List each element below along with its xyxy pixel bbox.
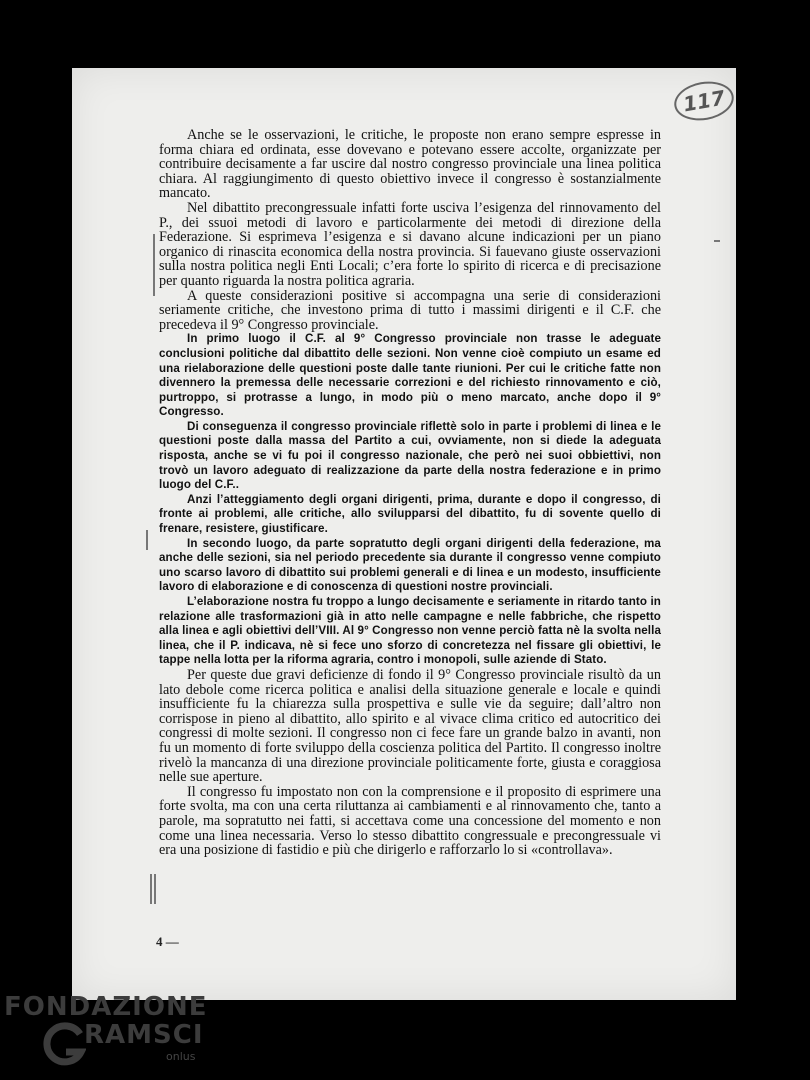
margin-mark-5 <box>714 240 720 242</box>
logo-text-line2: RAMSCI <box>84 1020 204 1050</box>
paragraph: In primo luogo il C.F. al 9° Congresso provinciale non trasse le adeguate conclusioni politiche dal dibattito delle sezioni. Non venne cioè compiuto un esame ed una rielaborazione delle questioni poste dalle tante riunioni. Per cui le critiche fatte non divennero la premessa delle necessarie correzioni e del richiesto rinnovamento e ciò, purtroppo, si protrasse a lungo, in modo più o meno marcato, anche dopo il 9° Congresso. <box>159 332 661 419</box>
paragraph: In secondo luogo, da parte sopratutto degli organi dirigenti della federazione, ma anche delle sezioni, sia nel periodo precedente sia durante il congresso venne compiuto uno scarso lavoro di dibattito sui problemi generali e di linea e un modesto, insufficiente lavoro di elaborazione e di conoscenza di questioni nostre provinciali. <box>159 536 661 594</box>
body-text <box>159 128 661 858</box>
fondazione-gramsci-logo <box>4 992 208 1072</box>
margin-mark-1 <box>153 234 155 296</box>
paragraph: Di conseguenza il congresso provinciale riflettè solo in parte i problemi di linea e le questioni poste dalla massa del Partito a cui, ovviamente, non si diede la adeguata risposta, anche se vi fu poi il congresso nazionale, che però nei suoi obbiettivi, non trovò un lavoro adeguato di realizzazione da parte della nostra federazione e in primo luogo del C.F.. <box>159 419 661 492</box>
paragraph: Per queste due gravi deficienze di fondo il 9° Congresso provinciale risultò da un lato debole come ricerca politica e analisi della situazione generale e locale e quindi insufficiente fu la chiarezza sulla prospettiva e sulle vie da seguire; dall’altro non corrispose in pieno al dibattito, allo spirito e al vivace clima critico ed autocritico dei congressi di molte sezioni. Il congresso non ci fece fare un grande balzo in avanti, non fu un momento di forte sviluppo della coscienza politica del Partito. Il congresso inoltre rivelò la mancanza di una direzione provinciale politicamente forte, giusta e coraggiosa nelle sue aperture. <box>159 666 661 786</box>
logo-text-line1: FONDAZIONE <box>4 992 208 1022</box>
paragraph: L’elaborazione nostra fu troppo a lungo decisamente e seriamente in ritardo tanto in relazione alle trasformazioni già in atto nelle campagne e nelle fabbriche, che rispetto alla linea e agli obiettivi dell’VIII. Al 9° Congresso non venne perciò fatta nè la svolta nella linea, che il P. indicava, nè si fece uno sforzo di concretezza nel fissare gli obiettivi, le tappe nella lotta per la riforma agraria, contro i monopoli, sulle aziende di Stato. <box>159 595 661 667</box>
archive-page-stamp: 117 <box>671 77 737 125</box>
margin-mark-2 <box>146 530 148 550</box>
logo-g-icon <box>40 1022 86 1068</box>
paragraph: Anzi l’atteggiamento degli organi dirigenti, prima, durante e dopo il congresso, di fronte ai problemi, alle critiche, allo svilupparsi del dibattito, fu di sovente quello di frenare, resistere, giustificare. <box>159 492 661 536</box>
margin-mark-3 <box>150 874 152 904</box>
logo-text-line3: onlus <box>166 1050 196 1063</box>
paragraph: Anche se le osservazioni, le critiche, le proposte non erano sempre espresse in forma chiara ed ordinata, esse dovevano e potevano essere accolte, organizzate per contribuire decisamente a far uscire dal nostro congresso provinciale una linea politica chiara. Al raggiungimento di questo obiettivo invece il congresso è sostanzialmente mancato. <box>159 127 661 202</box>
paragraph: Nel dibattito precongressuale infatti forte usciva l’esigenza del rinnovamento del P., dei ssuoi metodi di lavoro e particolarmente dei metodi di direzione della Federazione. Si esprimeva l’esigenza e si davano alcune indicazioni per un piano organico di rinascita economica della nostra provincia. Si fauevano giuste osservazioni sulla nostra politica negli Enti Locali; c’era forte lo spirito di ricerca e di precisazione per quanto riguarda la nostra politica agraria. <box>159 199 661 289</box>
paragraph: Il congresso fu impostato non con la comprensione e il proposito di esprimere una forte svolta, ma con una certa riluttanza ai cambiamenti e al rinnovamento che, tanto a parole, ma sopratutto nei fatti, si accettava come una concessione del momento e non come una linea necessaria. Verso lo stesso dibattito congressuale e precongressuale vi era una posizione di fastidio e più che dirigerlo e rafforzarlo lo si «controllava». <box>159 783 661 859</box>
margin-mark-4 <box>154 874 156 904</box>
paragraph: A queste considerazioni positive si accompagna una serie di considerazioni seriamente critiche, che investono prima di tutto i massimi dirigenti e il C.F. che precedeva il 9° Congresso provinciale. <box>159 287 661 333</box>
document-page <box>72 68 736 1000</box>
page-number: 4 — <box>156 934 179 949</box>
